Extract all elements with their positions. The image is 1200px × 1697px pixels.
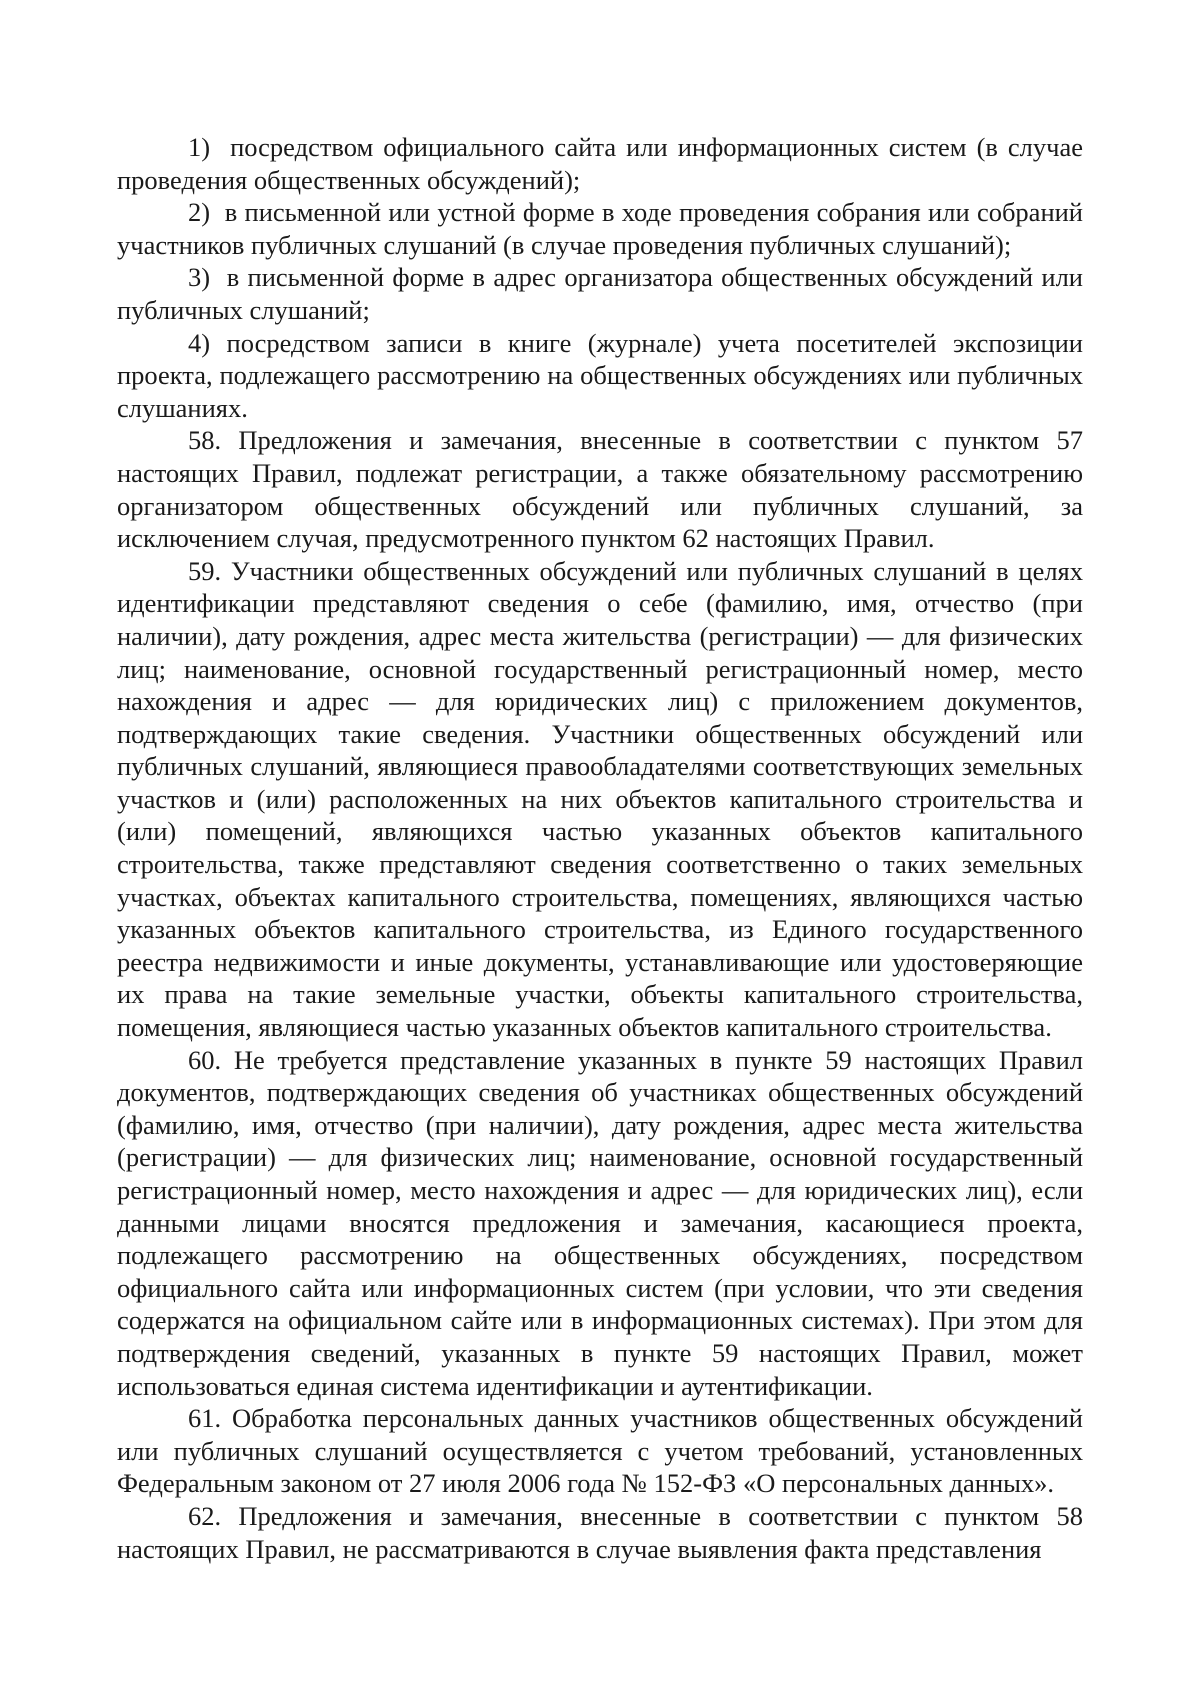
paragraph-61: 61. Обработка персональных данных участников общественных обсуждений или публичных слушаний осуществляется с учетом требований, установленных Федеральным законом от 27 июля 2006 года № 152-ФЗ «О персональных данных». xyxy=(117,1403,1083,1499)
paragraph-62: 62. Предложения и замечания, внесенные в соответствии с пунктом 58 настоящих Правил, не рассматриваются в случае выявления факта представления xyxy=(117,1500,1083,1564)
list-item-2: 2) в письменной или устной форме в ходе проведения собрания или собраний участников публичных слушаний (в случае проведения публичных слушаний); xyxy=(117,197,1083,260)
list-item-4: 4) посредством записи в книге (журнале) учета посетителей экспозиции проекта, подлежащего рассмотрению на общественных обсуждениях или публичных слушаниях. xyxy=(117,327,1083,423)
paragraph-59: 59. Участники общественных обсуждений или публичных слушаний в целях идентификации представляют сведения о себе (фамилию, имя, отчество (при наличии), дату рождения, адрес места жительства (регистрации) — для физических лиц; наименование, основной государственный регистрационный номер, место нахождения и адрес — для юридических лиц) с приложением документов, подтверждающих такие сведения. Участники общественных обсуждений или публичных слушаний, являющиеся правообладателями соответствующих земельных участков и (или) расположенных на них объектов капитального строительства и (или) помещений, являющихся частью указанных объектов капитального строительства, также представляют сведения соответственно о таких земельных участках, объектах капитального строительства, помещениях, являющихся частью указанных объектов капитального строительства, из Единого государственного реестра недвижимости и иные документы, устанавливающие или удостоверяющие их права на такие земельные участки, объекты капитального строительства, помещения, являющиеся частью указанных объектов капитального строительства. xyxy=(117,555,1083,1043)
paragraph-60: 60. Не требуется представление указанных в пункте 59 настоящих Правил документов, подтверждающих сведения об участниках общественных обсуждений (фамилию, имя, отчество (при наличии), дату рождения, адрес места жительства (регистрации) — для физических лиц; наименование, основной государственный регистрационный номер, место нахождения и адрес — для юридических лиц), если данными лицами вносятся предложения и замечания, касающиеся проекта, подлежащего рассмотрению на общественных обсуждениях, посредством официального сайта или информационных систем (при условии, что эти сведения содержатся на официальном сайте или в информационных системах). При этом для подтверждения сведений, указанных в пункте 59 настоящих Правил, может использоваться единая система идентификации и аутентификации. xyxy=(117,1044,1083,1401)
paragraph-58: 58. Предложения и замечания, внесенные в соответствии с пунктом 57 настоящих Правил, подлежат регистрации, а также обязательному рассмотрению организатором общественных обсуждений или публичных слушаний, за исключением случая, предусмотренного пунктом 62 настоящих Правил. xyxy=(117,425,1083,554)
list-item-3: 3) в письменной форме в адрес организатора общественных обсуждений или публичных слушаний; xyxy=(117,262,1083,325)
document-page xyxy=(117,131,1083,1565)
list-item-1: 1) посредством официального сайта или информационных систем (в случае проведения общественных обсуждений); xyxy=(117,132,1083,195)
